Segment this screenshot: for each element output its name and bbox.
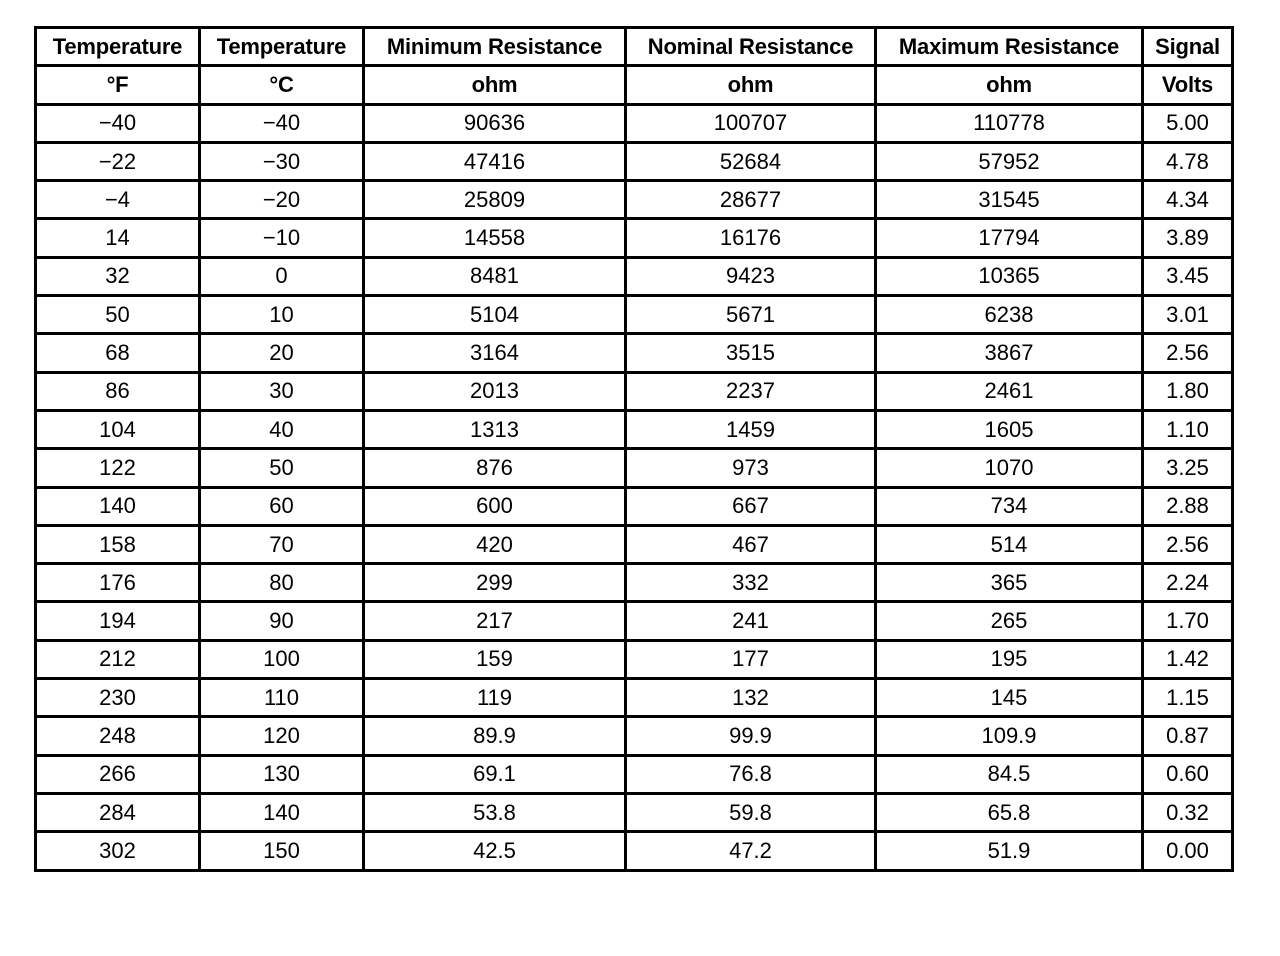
cell-max-resistance: 84.5 (876, 755, 1143, 793)
table-row (36, 602, 1233, 640)
cell-max-resistance: 10365 (876, 257, 1143, 295)
cell-temp-c: 40 (200, 410, 364, 448)
cell-temp-f: 158 (36, 525, 200, 563)
resistance-table (34, 26, 1234, 872)
table-row (36, 219, 1233, 257)
cell-nominal-resistance: 100707 (626, 104, 876, 142)
cell-min-resistance: 89.9 (364, 717, 626, 755)
cell-temp-c: 90 (200, 602, 364, 640)
cell-nominal-resistance: 973 (626, 449, 876, 487)
table-row (36, 257, 1233, 295)
cell-max-resistance: 110778 (876, 104, 1143, 142)
table-row (36, 334, 1233, 372)
header-maximum-resistance: Maximum Resistance (876, 28, 1143, 66)
cell-min-resistance: 159 (364, 640, 626, 678)
cell-max-resistance: 31545 (876, 181, 1143, 219)
cell-temp-c: 20 (200, 334, 364, 372)
cell-temp-f: 32 (36, 257, 200, 295)
table-row (36, 181, 1233, 219)
header-temperature-f: Temperature (36, 28, 200, 66)
cell-min-resistance: 420 (364, 525, 626, 563)
cell-max-resistance: 3867 (876, 334, 1143, 372)
cell-temp-f: 284 (36, 793, 200, 831)
cell-min-resistance: 90636 (364, 104, 626, 142)
cell-min-resistance: 47416 (364, 142, 626, 180)
cell-min-resistance: 1313 (364, 410, 626, 448)
cell-signal-volts: 5.00 (1143, 104, 1233, 142)
cell-signal-volts: 1.42 (1143, 640, 1233, 678)
cell-max-resistance: 265 (876, 602, 1143, 640)
cell-max-resistance: 514 (876, 525, 1143, 563)
cell-max-resistance: 195 (876, 640, 1143, 678)
unit-ohm-max: ohm (876, 66, 1143, 104)
cell-nominal-resistance: 2237 (626, 372, 876, 410)
cell-nominal-resistance: 9423 (626, 257, 876, 295)
cell-nominal-resistance: 99.9 (626, 717, 876, 755)
table-row (36, 717, 1233, 755)
cell-min-resistance: 5104 (364, 296, 626, 334)
cell-temp-c: 0 (200, 257, 364, 295)
cell-signal-volts: 3.01 (1143, 296, 1233, 334)
table-row (36, 679, 1233, 717)
table-row (36, 487, 1233, 525)
cell-temp-f: 176 (36, 564, 200, 602)
table-row (36, 410, 1233, 448)
cell-temp-c: −30 (200, 142, 364, 180)
header-row-units (36, 66, 1233, 104)
table-row (36, 296, 1233, 334)
cell-min-resistance: 3164 (364, 334, 626, 372)
cell-temp-f: −40 (36, 104, 200, 142)
cell-nominal-resistance: 59.8 (626, 793, 876, 831)
cell-nominal-resistance: 52684 (626, 142, 876, 180)
cell-signal-volts: 2.88 (1143, 487, 1233, 525)
cell-max-resistance: 65.8 (876, 793, 1143, 831)
cell-temp-c: 10 (200, 296, 364, 334)
cell-temp-c: 140 (200, 793, 364, 831)
unit-celsius: °C (200, 66, 364, 104)
cell-signal-volts: 0.32 (1143, 793, 1233, 831)
cell-temp-f: −22 (36, 142, 200, 180)
cell-signal-volts: 1.10 (1143, 410, 1233, 448)
unit-fahrenheit: °F (36, 66, 200, 104)
cell-max-resistance: 1605 (876, 410, 1143, 448)
cell-temp-f: 194 (36, 602, 200, 640)
cell-temp-c: 100 (200, 640, 364, 678)
cell-max-resistance: 57952 (876, 142, 1143, 180)
cell-max-resistance: 1070 (876, 449, 1143, 487)
cell-nominal-resistance: 241 (626, 602, 876, 640)
cell-temp-c: −10 (200, 219, 364, 257)
unit-ohm-nominal: ohm (626, 66, 876, 104)
unit-volts: Volts (1143, 66, 1233, 104)
table-row (36, 104, 1233, 142)
cell-min-resistance: 119 (364, 679, 626, 717)
cell-min-resistance: 42.5 (364, 832, 626, 870)
cell-temp-c: 110 (200, 679, 364, 717)
cell-temp-c: 50 (200, 449, 364, 487)
table-row (36, 525, 1233, 563)
cell-nominal-resistance: 467 (626, 525, 876, 563)
cell-temp-c: 130 (200, 755, 364, 793)
cell-max-resistance: 51.9 (876, 832, 1143, 870)
cell-signal-volts: 1.80 (1143, 372, 1233, 410)
table-row (36, 372, 1233, 410)
cell-min-resistance: 299 (364, 564, 626, 602)
cell-temp-c: 150 (200, 832, 364, 870)
cell-max-resistance: 109.9 (876, 717, 1143, 755)
cell-nominal-resistance: 667 (626, 487, 876, 525)
table-row (36, 755, 1233, 793)
cell-min-resistance: 69.1 (364, 755, 626, 793)
cell-signal-volts: 1.70 (1143, 602, 1233, 640)
table-row (36, 564, 1233, 602)
cell-max-resistance: 734 (876, 487, 1143, 525)
cell-min-resistance: 876 (364, 449, 626, 487)
cell-temp-f: 68 (36, 334, 200, 372)
cell-temp-c: 80 (200, 564, 364, 602)
cell-nominal-resistance: 1459 (626, 410, 876, 448)
cell-temp-f: 302 (36, 832, 200, 870)
unit-ohm-min: ohm (364, 66, 626, 104)
cell-temp-c: −20 (200, 181, 364, 219)
cell-nominal-resistance: 28677 (626, 181, 876, 219)
cell-nominal-resistance: 132 (626, 679, 876, 717)
cell-max-resistance: 17794 (876, 219, 1143, 257)
cell-temp-f: 140 (36, 487, 200, 525)
cell-nominal-resistance: 5671 (626, 296, 876, 334)
cell-signal-volts: 2.24 (1143, 564, 1233, 602)
header-nominal-resistance: Nominal Resistance (626, 28, 876, 66)
cell-temp-f: 104 (36, 410, 200, 448)
cell-temp-f: 122 (36, 449, 200, 487)
header-signal: Signal (1143, 28, 1233, 66)
cell-min-resistance: 600 (364, 487, 626, 525)
header-row-titles (36, 28, 1233, 66)
cell-nominal-resistance: 47.2 (626, 832, 876, 870)
cell-signal-volts: 0.60 (1143, 755, 1233, 793)
cell-signal-volts: 3.45 (1143, 257, 1233, 295)
cell-max-resistance: 2461 (876, 372, 1143, 410)
cell-signal-volts: 4.78 (1143, 142, 1233, 180)
cell-nominal-resistance: 76.8 (626, 755, 876, 793)
cell-temp-c: 120 (200, 717, 364, 755)
cell-signal-volts: 3.89 (1143, 219, 1233, 257)
table-row (36, 640, 1233, 678)
cell-signal-volts: 3.25 (1143, 449, 1233, 487)
cell-nominal-resistance: 177 (626, 640, 876, 678)
cell-signal-volts: 1.15 (1143, 679, 1233, 717)
cell-temp-c: −40 (200, 104, 364, 142)
cell-signal-volts: 0.00 (1143, 832, 1233, 870)
cell-min-resistance: 2013 (364, 372, 626, 410)
cell-min-resistance: 217 (364, 602, 626, 640)
cell-nominal-resistance: 3515 (626, 334, 876, 372)
cell-signal-volts: 2.56 (1143, 525, 1233, 563)
cell-signal-volts: 2.56 (1143, 334, 1233, 372)
header-temperature-c: Temperature (200, 28, 364, 66)
cell-max-resistance: 365 (876, 564, 1143, 602)
header-minimum-resistance: Minimum Resistance (364, 28, 626, 66)
cell-temp-f: 266 (36, 755, 200, 793)
cell-temp-f: 230 (36, 679, 200, 717)
cell-max-resistance: 145 (876, 679, 1143, 717)
cell-nominal-resistance: 332 (626, 564, 876, 602)
cell-signal-volts: 4.34 (1143, 181, 1233, 219)
cell-signal-volts: 0.87 (1143, 717, 1233, 755)
cell-min-resistance: 8481 (364, 257, 626, 295)
cell-temp-f: 248 (36, 717, 200, 755)
table-row (36, 832, 1233, 870)
cell-min-resistance: 25809 (364, 181, 626, 219)
table-row (36, 449, 1233, 487)
cell-min-resistance: 14558 (364, 219, 626, 257)
cell-temp-f: 14 (36, 219, 200, 257)
cell-max-resistance: 6238 (876, 296, 1143, 334)
cell-temp-f: −4 (36, 181, 200, 219)
cell-temp-c: 30 (200, 372, 364, 410)
cell-temp-c: 70 (200, 525, 364, 563)
cell-temp-f: 50 (36, 296, 200, 334)
cell-temp-f: 212 (36, 640, 200, 678)
cell-temp-f: 86 (36, 372, 200, 410)
table-body (36, 104, 1233, 870)
cell-temp-c: 60 (200, 487, 364, 525)
cell-nominal-resistance: 16176 (626, 219, 876, 257)
cell-min-resistance: 53.8 (364, 793, 626, 831)
table-row (36, 142, 1233, 180)
table-row (36, 793, 1233, 831)
